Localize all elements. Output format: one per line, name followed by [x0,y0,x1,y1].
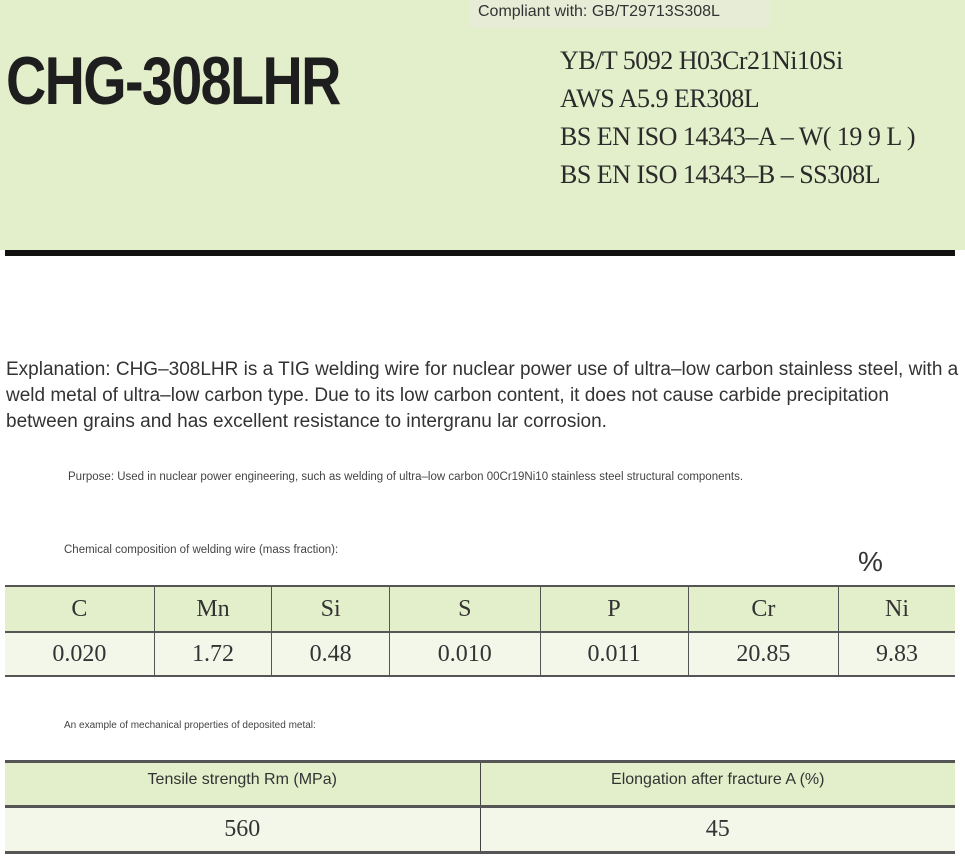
compliance-label: Compliant with: GB/T29713S308L [470,0,770,28]
column-header: Si [272,586,390,632]
table-cell: 9.83 [839,632,955,676]
table-cell: 45 [480,807,955,853]
standard-item: YB/T 5092 H03Cr21Ni10Si [560,46,843,75]
table-row [5,807,955,853]
chemical-caption: Chemical composition of welding wire (mass fraction): [64,544,339,556]
mechanical-caption: An example of mechanical properties of deposited metal: [64,720,316,731]
column-header: Elongation after fracture A (%) [480,762,955,807]
standards-list [560,42,915,194]
table-cell: 0.48 [272,632,390,676]
purpose-text: Purpose: Used in nuclear power engineering, such as welding of ultra–low carbon 00Cr19Ni10 stainless steel structural components. [68,471,744,483]
unit-label: % [858,546,883,577]
column-header: Cr [688,586,839,632]
column-header: Mn [154,586,272,632]
column-header: Ni [839,586,955,632]
table-cell: 1.72 [154,632,272,676]
table-cell: 0.011 [540,632,688,676]
table-header-row [5,762,955,807]
table-cell: 0.020 [5,632,154,676]
chemical-composition-table [5,585,955,677]
explanation-text: Explanation: CHG–308LHR is a TIG welding wire for nuclear power use of ultra–low carbon stainless steel, with a weld metal of ultra–low carbon type. Due to its low carbon content, it does not cause carbide precipitation between grains and has excellent resistance to intergranu lar corrosion. [6,359,959,432]
table-cell: 20.85 [688,632,839,676]
table-cell: 0.010 [390,632,541,676]
table-cell: 560 [5,807,480,853]
column-header: S [390,586,541,632]
table-row [5,632,955,676]
table-header-row [5,586,955,632]
column-header: Tensile strength Rm (MPa) [5,762,480,807]
product-title: CHG-308LHR [6,43,340,119]
header-divider [5,250,955,256]
mechanical-properties-table [5,760,955,854]
header-panel [0,0,965,250]
column-header: P [540,586,688,632]
standard-item: AWS A5.9 ER308L [560,84,760,113]
column-header: C [5,586,154,632]
standard-item: BS EN ISO 14343–A – W( 19 9 L ) [560,122,915,151]
standard-item: BS EN ISO 14343–B – SS308L [560,160,880,189]
